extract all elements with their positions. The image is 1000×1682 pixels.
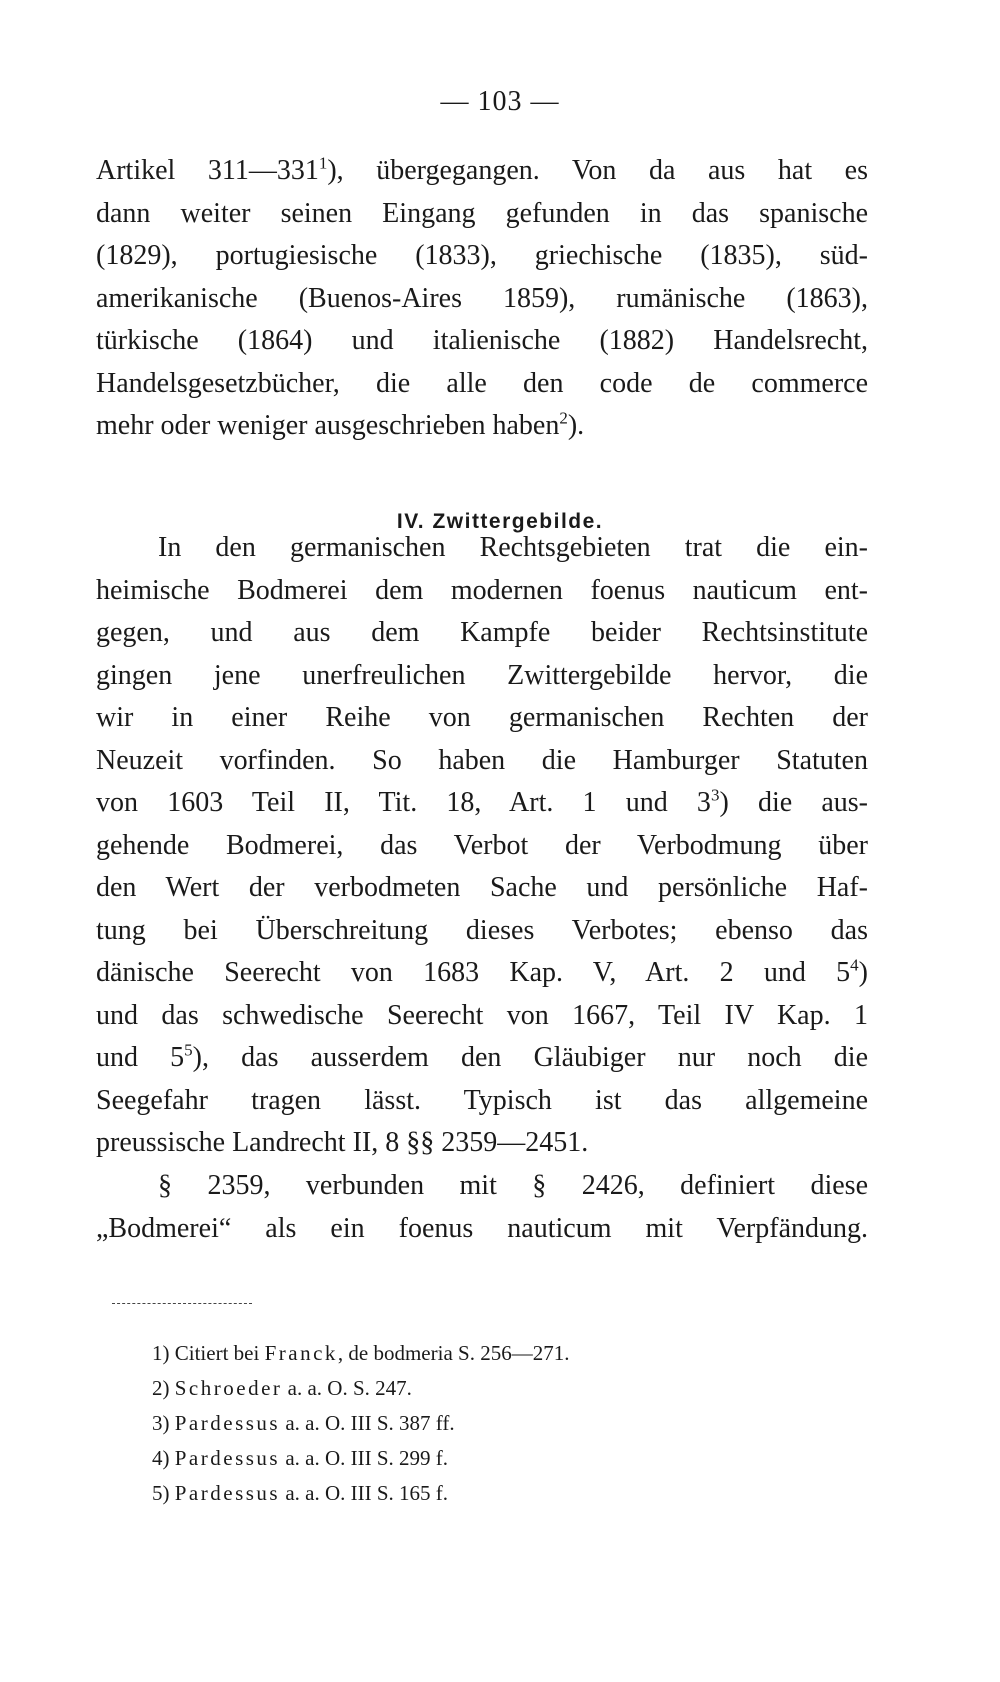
text-line: Neuzeit vorfinden. So haben die Hamburger Statuten <box>96 744 868 776</box>
footnote-ref-1[interactable]: 1 <box>318 153 328 173</box>
footnote-2: 2) Schroeder a. a. O. S. 247. <box>152 1376 412 1400</box>
footnote-5: 5) Pardessus a. a. O. III S. 165 f. <box>152 1481 449 1505</box>
text-line: (1829), portugiesische (1833), griechische (1835), süd- <box>96 240 868 271</box>
text-line: den Wert der verbodmeten Sache und persönliche Haf- <box>96 872 868 903</box>
text-line: heimische Bodmerei dem modernen foenus nauticum ent- <box>96 574 868 606</box>
text-line: dann weiter seinen Eingang gefunden in das spanische <box>96 197 868 229</box>
footnotes <box>152 1336 772 1511</box>
paragraph-2 <box>96 527 868 1165</box>
text-line: wir in einer Reihe von germanischen Rechten der <box>96 702 868 733</box>
section-heading: IV. Zwittergebilde. <box>396 510 604 533</box>
paragraph-3 <box>96 1165 868 1250</box>
text-line: preussische Landrecht II, 8 §§ 2359—2451. <box>96 1127 589 1158</box>
text-line: türkische (1864) und italienische (1882) Handelsrecht, <box>96 325 868 356</box>
text-line: mehr oder weniger ausgeschrieben haben$^2$). <box>96 408 585 441</box>
text-line: und $5^5$), das ausserdem den Gläubiger nur noch die <box>96 1040 868 1073</box>
text-line: § 2359, verbunden mit § 2426, definiert diese <box>158 1170 868 1201</box>
text-line: Artikel $311—331^1$), übergegangen. Von da aus hat es <box>96 153 868 186</box>
footnote-3: 3) Pardessus a. a. O. III S. 387 ff. <box>152 1411 455 1435</box>
text-line: dänische Seerecht von 1683 Kap. V, Art. 2 und $5^4$) <box>96 955 868 988</box>
page-number: — 103 — <box>440 86 560 117</box>
footnote-ref-4[interactable]: 4 <box>850 955 859 975</box>
footnote-4: 4) Pardessus a. a. O. III S. 299 f. <box>152 1446 449 1470</box>
footnote-ref-3[interactable]: 3 <box>710 785 720 805</box>
text-line: tung bei Überschreitung dieses Verbotes; ebenso das <box>96 914 868 946</box>
text-line: Handelsgesetzbücher, die alle den code de commerce <box>96 367 868 399</box>
text-line: „Bodmerei“ als ein foenus nauticum mit Verpfändung. <box>96 1212 868 1244</box>
footnote-1: 1) Citiert bei Franck, de bodmeria S. 256—271. <box>152 1341 570 1365</box>
text-line: gegen, und aus dem Kampfe beider Rechtsinstitute <box>96 617 868 648</box>
text-line: und das schwedische Seerecht von 1667, Teil IV Kap. 1 <box>96 999 868 1031</box>
text-line: amerikanische (Buenos-Aires 1859), rumänische (1863), <box>96 282 868 314</box>
text-line: Seegefahr tragen lässt. Typisch ist das allgemeine <box>96 1084 868 1116</box>
paragraph-1 <box>96 150 868 448</box>
footnote-divider <box>112 1303 252 1304</box>
footnote-ref-5[interactable]: 5 <box>184 1040 193 1060</box>
text-line: gehende Bodmerei, das Verbot der Verbodmung über <box>96 829 868 861</box>
text-line: gingen jene unerfreulichen Zwittergebilde hervor, die <box>96 659 868 691</box>
text-line: von 1603 Teil II, Tit. 18, Art. 1 und $3^3$) die aus- <box>96 785 868 818</box>
footnote-ref-2[interactable]: 2 <box>559 408 568 428</box>
text-line: In den germanischen Rechtsgebieten trat die ein- <box>158 532 868 563</box>
